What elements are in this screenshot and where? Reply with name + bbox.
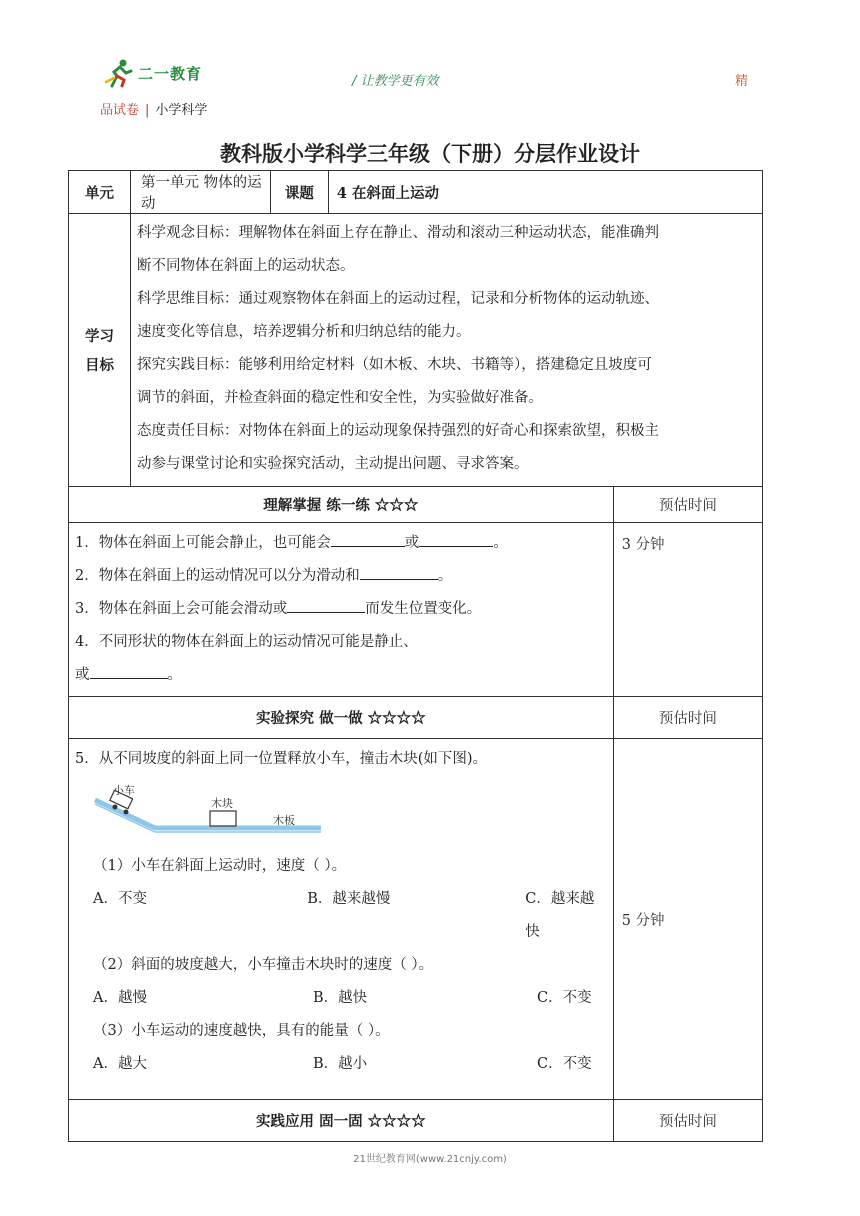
runner-logo-icon	[104, 58, 134, 88]
block-label: 木块	[211, 797, 233, 810]
board-label: 木板	[273, 814, 295, 827]
sub-question-3: （3）小车运动的速度越快，具有的能量（ ）。	[93, 1023, 390, 1039]
option[interactable]: C．越来越快	[525, 891, 595, 940]
question-5: 5．从不同坡度的斜面上同一位置释放小车，撞击木块(如下图)。	[75, 751, 488, 767]
section2-questions	[69, 739, 614, 1100]
section3-heading: 实践应用 固一固 ☆☆☆☆	[69, 1100, 614, 1142]
incline-diagram	[93, 782, 323, 842]
section1-time-value: 3 分钟	[613, 523, 762, 697]
objective-line: 速度变化等信息，培养逻辑分析和归纳总结的能力。	[136, 324, 471, 340]
page-title: 教科版小学科学三年级（下册）分层作业设计	[220, 141, 640, 166]
objective-line: 动参与课堂讨论和实验探究活动，主动提出问题、寻求答案。	[136, 456, 529, 472]
car-label: 小车	[113, 784, 135, 797]
option[interactable]: A．越大	[93, 1056, 147, 1072]
sub-question-1: （1）小车在斜面上运动时，速度（ ）。	[93, 858, 347, 874]
question-2: 2．物体在斜面上的运动情况可以分为滑动和 。	[75, 560, 607, 593]
unit-label: 单元	[69, 171, 131, 214]
section2-time-label: 预估时间	[613, 697, 762, 739]
section3-time-label: 预估时间	[613, 1100, 762, 1142]
section1-questions	[69, 523, 614, 697]
option[interactable]: A．不变	[93, 891, 147, 907]
objective-line: 调节的斜面，并检查斜面的稳定性和安全性，为实验做好准备。	[136, 390, 543, 406]
unit-value: 第一单元 物体的运动	[130, 171, 270, 214]
section1-time-label: 预估时间	[613, 487, 762, 523]
block-shape	[210, 811, 236, 826]
answer-blank[interactable]	[331, 532, 405, 547]
category-right: 小学科学	[155, 103, 208, 118]
question-3: 3．物体在斜面上会可能会滑动或 而发生位置变化。	[75, 593, 607, 626]
objectives-label: 学习 目标	[69, 214, 131, 487]
answer-blank[interactable]	[287, 598, 365, 613]
answer-blank[interactable]	[419, 532, 493, 547]
logo	[104, 58, 234, 88]
option[interactable]: C．不变	[537, 990, 592, 1006]
topic-value: 4 在斜面上运动	[328, 171, 762, 214]
options-2	[75, 982, 607, 1015]
option[interactable]: B．越小	[313, 1056, 368, 1072]
objective-line: 科学观念目标：理解物体在斜面上存在静止、滑动和滚动三种运动状态，能准确判	[136, 225, 659, 241]
section2-time-value: 5 分钟	[613, 739, 762, 1100]
objective-line: 态度责任目标：对物体在斜面上的运动现象保持强烈的好奇心和探索欲望，积极主	[136, 423, 659, 439]
logo-text: 二一教育	[138, 65, 203, 83]
answer-blank[interactable]	[90, 664, 168, 679]
options-3	[75, 1048, 607, 1081]
question-1: 1．物体在斜面上可能会静止，也可能会 或 。	[75, 527, 607, 560]
worksheet-table	[68, 170, 763, 1142]
question-4-cont: 或 。	[75, 659, 607, 692]
objectives-text	[130, 214, 762, 487]
sub-question-2: （2）斜面的坡度越大，小车撞击木块时的速度（ ）。	[93, 957, 434, 973]
options-1	[75, 883, 607, 949]
category-line: 品试卷 | 小学科学	[100, 103, 208, 118]
page-header	[0, 0, 860, 120]
footer: 21世纪教育网(www.21cnjy.com)	[353, 1154, 507, 1165]
objective-line: 探究实践目标：能够利用给定材料（如木板、木块、书籍等），搭建稳定且坡度可	[136, 357, 652, 373]
topic-label: 课题	[270, 171, 328, 214]
objective-line: 断不同物体在斜面上的运动状态。	[136, 258, 355, 274]
option[interactable]: B．越来越慢	[307, 891, 391, 907]
objective-line: 科学思维目标：通过观察物体在斜面上的运动过程，记录和分析物体的运动轨迹、	[136, 291, 659, 307]
question-4: 4．不同形状的物体在斜面上的运动情况可能是静止、	[75, 634, 418, 650]
option[interactable]: A．越慢	[93, 990, 147, 1006]
option[interactable]: B．越快	[313, 990, 368, 1006]
answer-blank[interactable]	[360, 565, 438, 580]
category-left: 品试卷	[100, 103, 140, 118]
section1-heading: 理解掌握 练一练 ☆☆☆	[69, 487, 614, 523]
option[interactable]: C．不变	[537, 1056, 592, 1072]
section2-heading: 实验探究 做一做 ☆☆☆☆	[69, 697, 614, 739]
corner-label: 精	[735, 74, 749, 89]
slogan: / 让教学更有效	[352, 74, 439, 89]
